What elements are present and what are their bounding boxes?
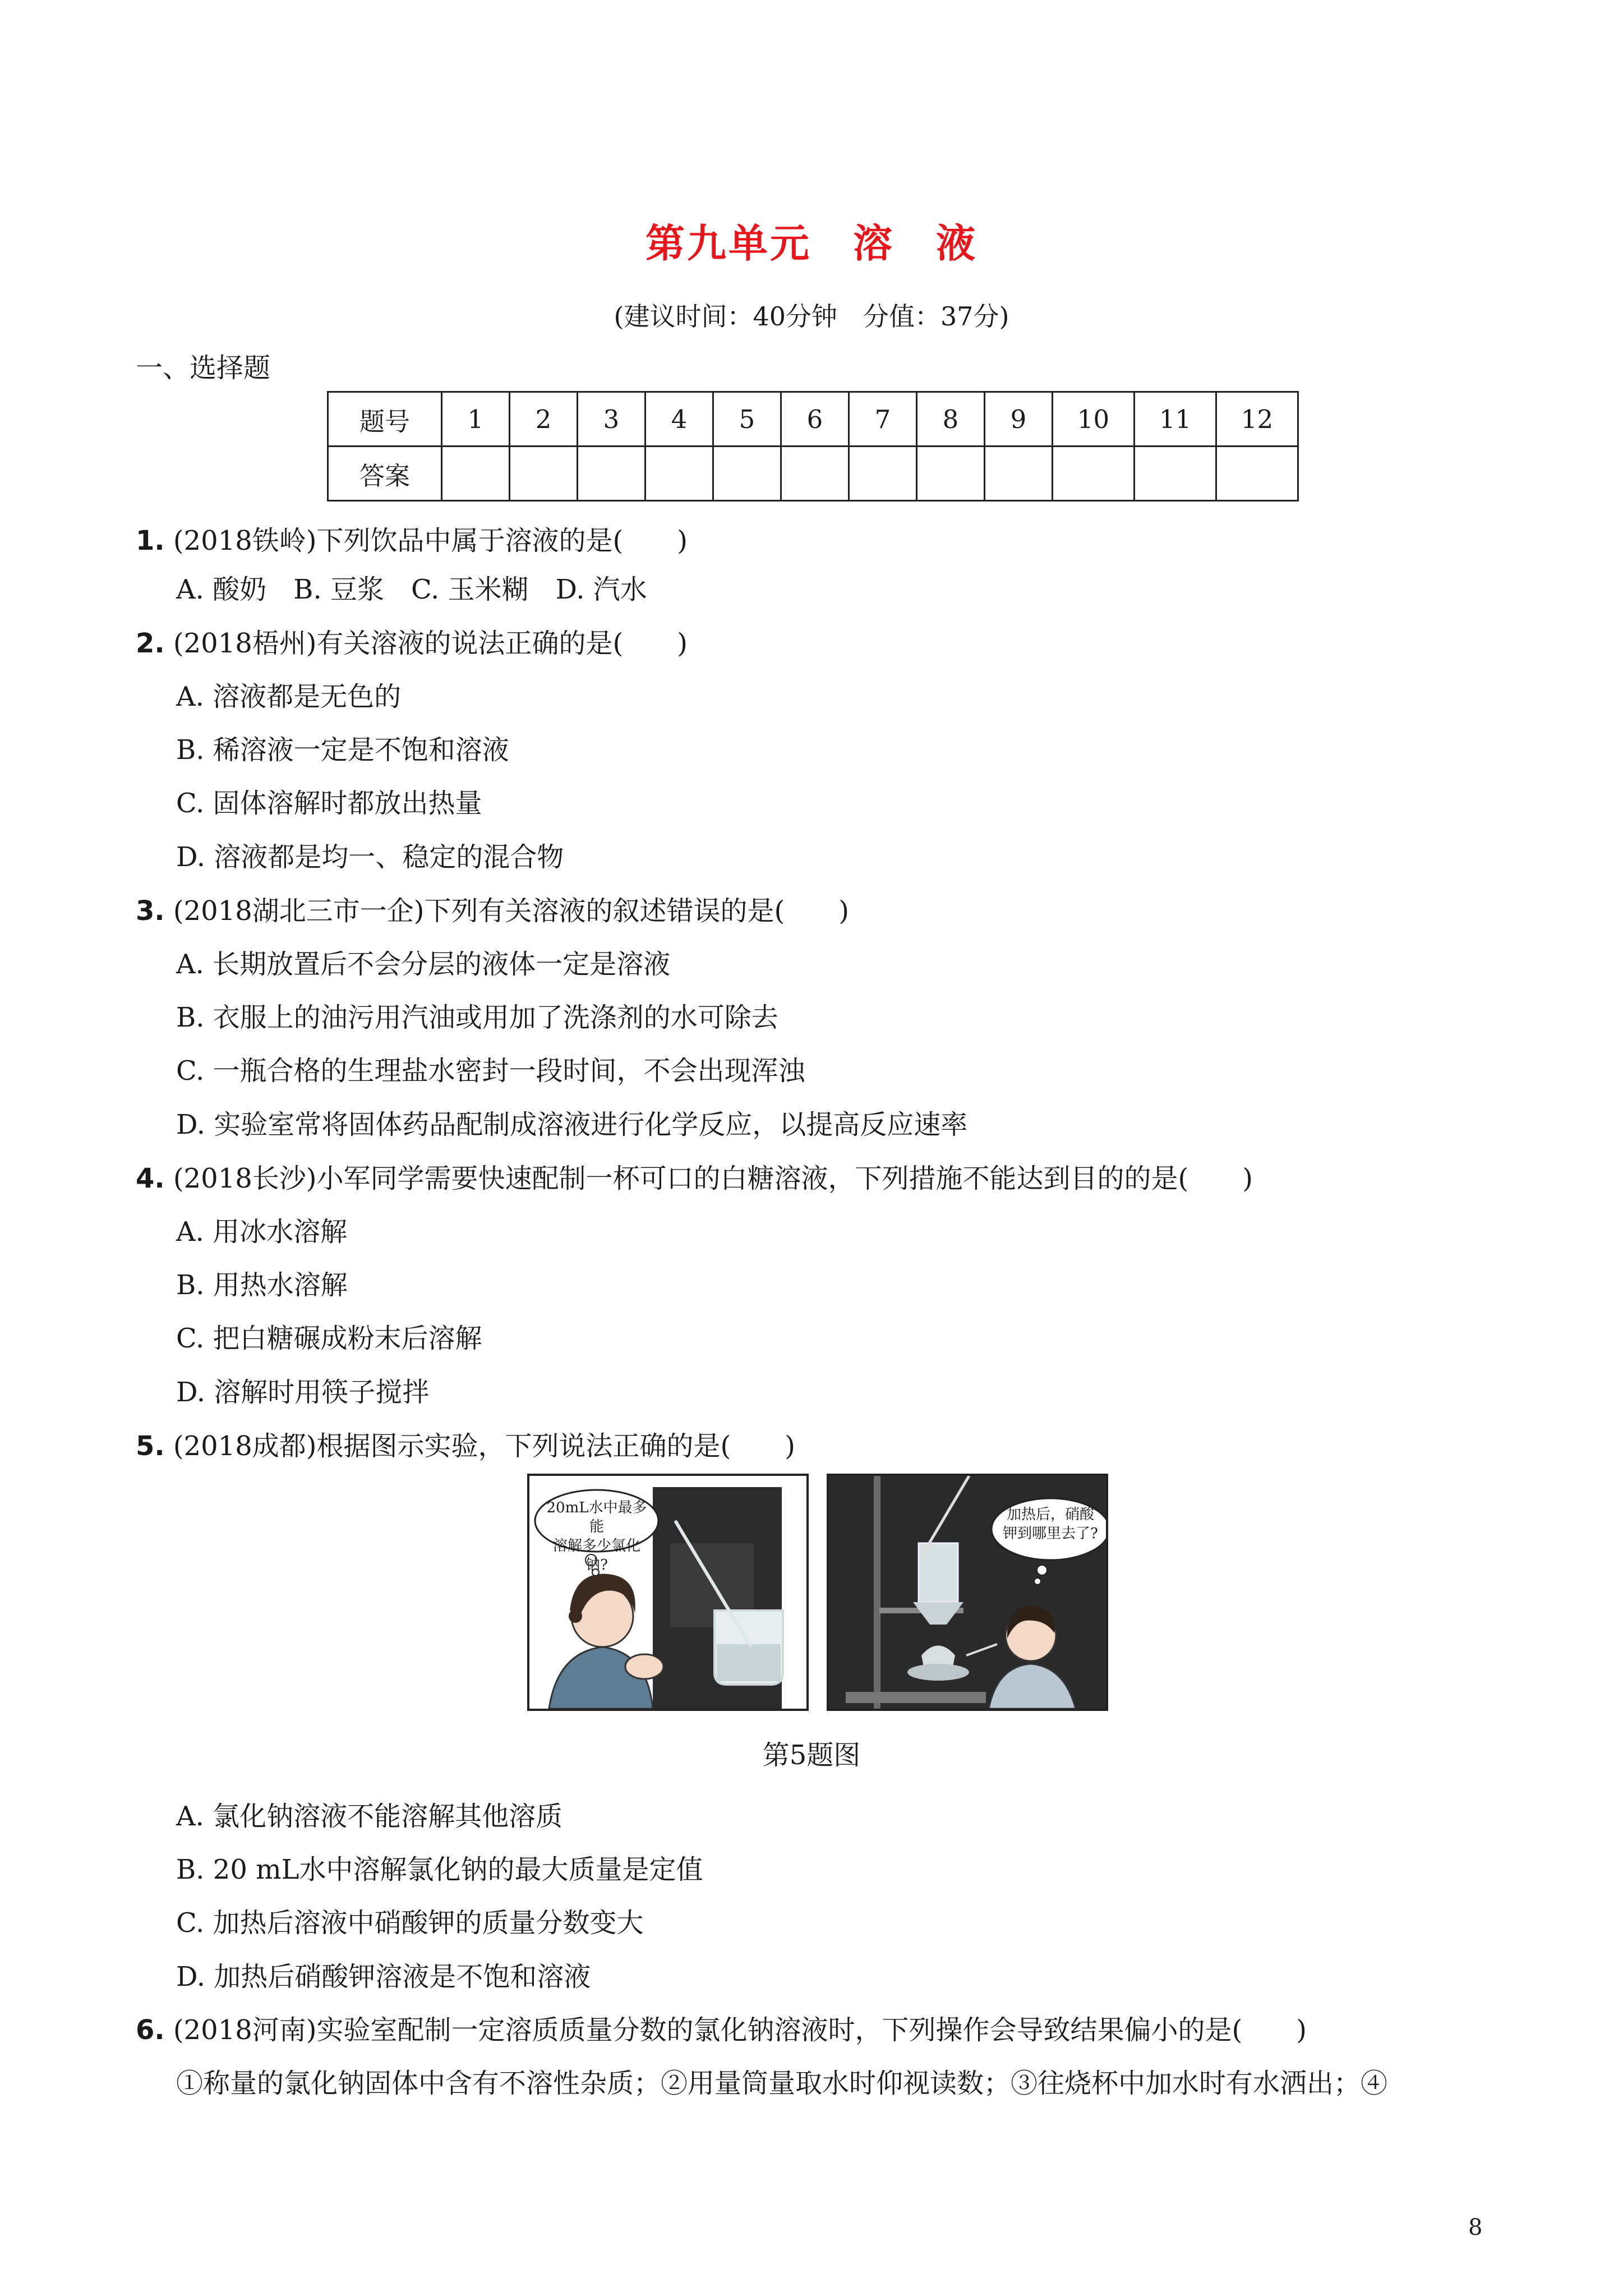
question-1 <box>136 519 688 558</box>
answer-cell[interactable] <box>510 447 578 501</box>
bubble-text-line: 溶解多少氯化钠? <box>552 1538 640 1573</box>
question-number: 1. <box>136 525 165 556</box>
question-number: 4. <box>136 1163 165 1194</box>
option-d: D. 溶液都是均一、稳定的混合物 <box>176 841 564 873</box>
answer-table-answer-row <box>328 447 1298 501</box>
option-c: C. 加热后溶液中硝酸钾的质量分数变大 <box>176 1907 644 1939</box>
option-a: A. 氯化钠溶液不能溶解其他溶质 <box>176 1801 563 1832</box>
option-d: D. 实验室常将固体药品配制成溶液进行化学反应，以提高反应速率 <box>176 1109 968 1140</box>
option-c: C. 固体溶解时都放出热量 <box>176 788 482 819</box>
answer-cell[interactable] <box>1216 447 1298 501</box>
option-d: D. 加热后硝酸钾溶液是不饱和溶液 <box>176 1961 591 1993</box>
figure-panel-left <box>527 1474 809 1711</box>
answer-cell[interactable] <box>849 447 917 501</box>
option-a: A. 溶液都是无色的 <box>176 681 402 712</box>
question-number: 6. <box>136 2014 165 2046</box>
question-number: 2. <box>136 628 165 659</box>
answer-cell[interactable] <box>442 447 510 501</box>
question-number: 5. <box>136 1430 165 1462</box>
answer-cell[interactable] <box>1053 447 1135 501</box>
answer-cell[interactable] <box>781 447 849 501</box>
question-number-cell: 7 <box>849 392 917 447</box>
question-number-cell: 2 <box>510 392 578 447</box>
question-number-cell: 6 <box>781 392 849 447</box>
question-stem: (2018湖北三市一企)下列有关溶液的叙述错误的是( ) <box>173 895 849 927</box>
question-number-cell: 4 <box>645 392 713 447</box>
answer-table <box>327 391 1299 501</box>
question-stem: (2018梧州)有关溶液的说法正确的是( ) <box>173 628 688 659</box>
question-4 <box>136 1157 1253 1195</box>
option-c: C. 把白糖碾成粉末后溶解 <box>176 1323 482 1354</box>
section-heading: 一、选择题 <box>136 352 271 384</box>
table-header-cell: 题号 <box>328 392 442 447</box>
answer-cell[interactable] <box>578 447 645 501</box>
question-6-statements: ①称量的氯化钠固体中含有不溶性杂质；②用量筒量取水时仰视读数；③往烧杯中加水时有水洒出；④ <box>176 2068 1388 2099</box>
table-header-cell: 答案 <box>328 447 442 501</box>
question-stem: (2018铁岭)下列饮品中属于溶液的是( ) <box>173 525 688 556</box>
answer-cell[interactable] <box>713 447 781 501</box>
question-number-cell: 11 <box>1135 392 1216 447</box>
option-d: D. 溶解时用筷子搅拌 <box>176 1377 430 1408</box>
question-number-cell: 3 <box>578 392 645 447</box>
bubble-text-line: 钾到哪里去了? <box>1003 1525 1098 1542</box>
question-1-options: A. 酸奶 B. 豆浆 C. 玉米糊 D. 汽水 <box>176 574 647 605</box>
question-stem: (2018河南)实验室配制一定溶质质量分数的氯化钠溶液时，下列操作会导致结果偏小的是( ) <box>173 2014 1307 2046</box>
bubble-text-line: 20mL水中最多能 <box>546 1499 647 1535</box>
figure-caption: 第5题图 <box>762 1740 861 1771</box>
option-b: B. 20 mL水中溶解氯化钠的最大质量是定值 <box>176 1854 703 1885</box>
answer-cell[interactable] <box>645 447 713 501</box>
question-3 <box>136 889 849 928</box>
question-stem: (2018成都)根据图示实验，下列说法正确的是( ) <box>173 1430 795 1462</box>
question-number: 3. <box>136 895 165 927</box>
question-stem: (2018长沙)小军同学需要快速配制一杯可口的白糖溶液，下列措施不能达到目的的是( ) <box>173 1163 1253 1194</box>
option-c: C. 一瓶合格的生理盐水密封一段时间，不会出现浑浊 <box>176 1055 805 1087</box>
question-5 <box>136 1424 795 1463</box>
option-a: A. 长期放置后不会分层的液体一定是溶液 <box>176 949 671 980</box>
page-subtitle: (建议时间：40分钟 分值：37分) <box>614 301 1009 332</box>
option-b: B. 稀溶液一定是不饱和溶液 <box>176 734 509 766</box>
question-number-cell: 12 <box>1216 392 1298 447</box>
question-number-cell: 9 <box>985 392 1053 447</box>
question-number-cell: 1 <box>442 392 510 447</box>
answer-table-number-row <box>328 392 1298 447</box>
option-a: A. 用冰水溶解 <box>176 1216 348 1248</box>
left-speech-bubble <box>543 1498 650 1575</box>
bubble-text-line: 加热后，硝酸 <box>1006 1506 1094 1523</box>
question-2 <box>136 622 688 660</box>
figure-panel-right <box>827 1474 1108 1711</box>
answer-cell[interactable] <box>985 447 1053 501</box>
answer-cell[interactable] <box>917 447 985 501</box>
question-number-cell: 5 <box>713 392 781 447</box>
page-number: 8 <box>1468 2215 1483 2240</box>
question-number-cell: 8 <box>917 392 985 447</box>
question-number-cell: 10 <box>1053 392 1135 447</box>
option-b: B. 用热水溶解 <box>176 1269 348 1301</box>
answer-cell[interactable] <box>1135 447 1216 501</box>
page-title: 第九单元 溶 液 <box>645 220 978 266</box>
right-speech-bubble <box>997 1505 1104 1543</box>
question-6 <box>136 2008 1307 2047</box>
option-b: B. 衣服上的油污用汽油或用加了洗涤剂的水可除去 <box>176 1002 778 1033</box>
